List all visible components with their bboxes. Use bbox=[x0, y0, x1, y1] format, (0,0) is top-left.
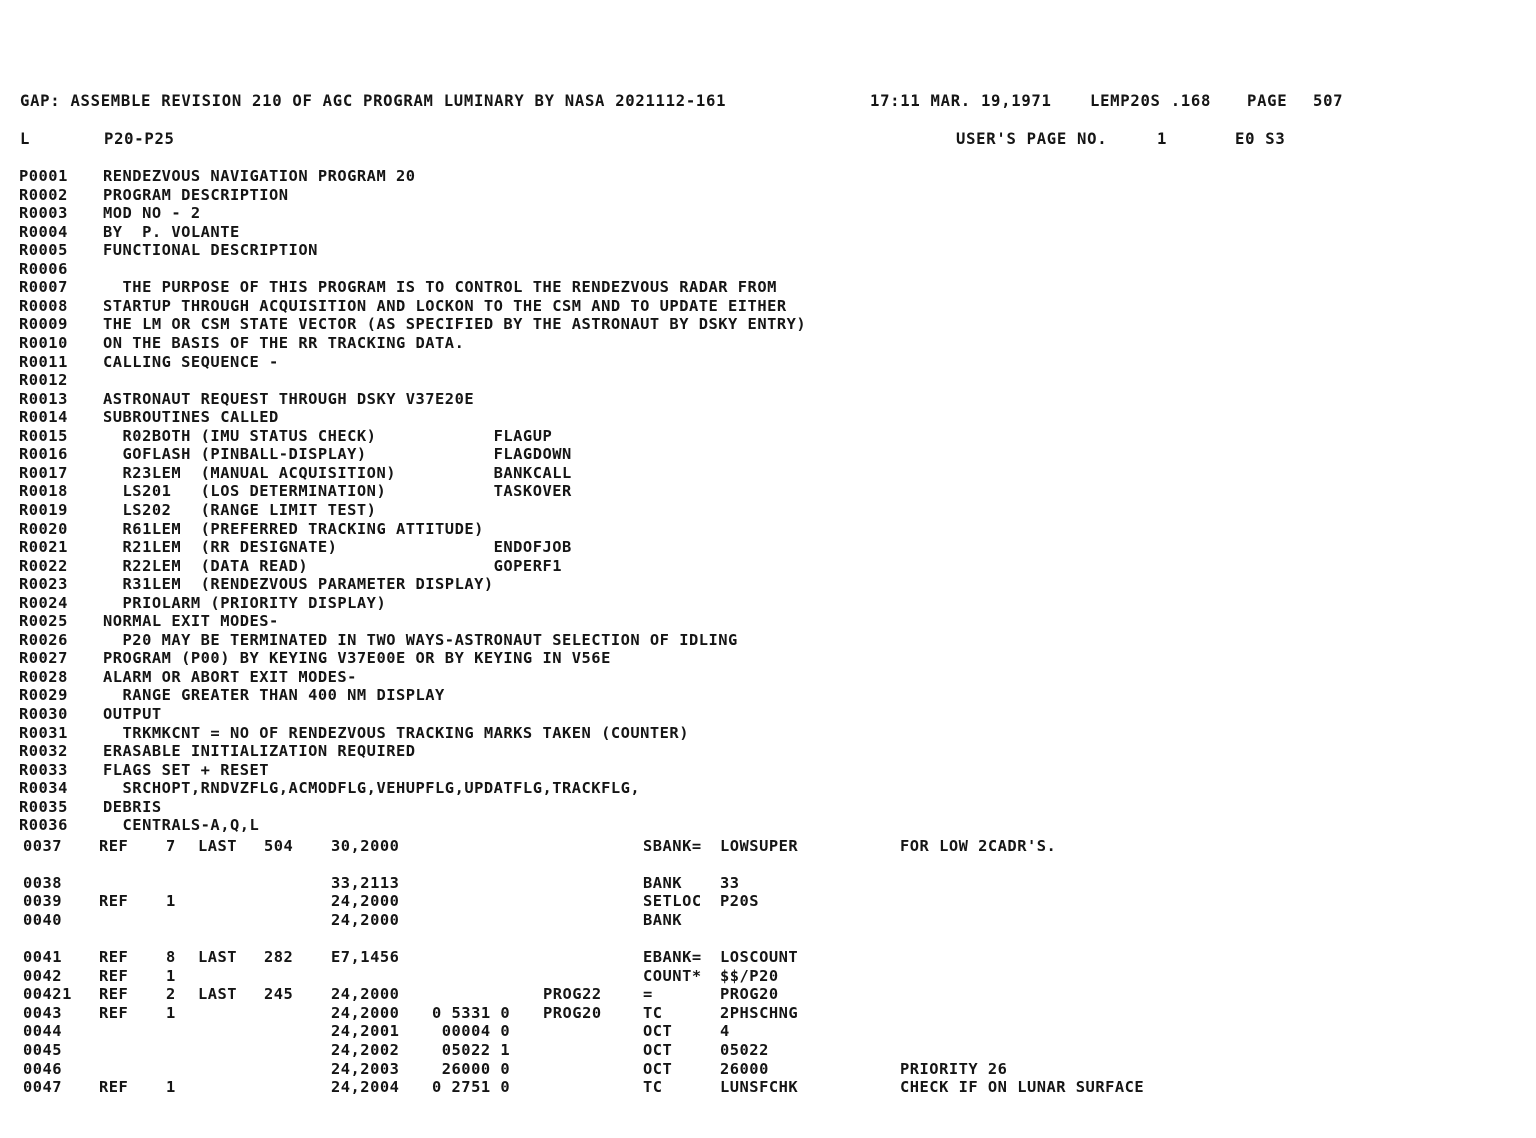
comment-text: PROGRAM (P00) BY KEYING V37E00E OR BY KEYING IN V56E bbox=[103, 649, 611, 668]
address: 24,2002 bbox=[331, 1041, 400, 1059]
last-keyword: LAST bbox=[198, 948, 238, 966]
address: 24,2001 bbox=[331, 1022, 400, 1040]
comment-text: R02BOTH (IMU STATUS CHECK) FLAGUP bbox=[103, 426, 553, 445]
address: 33,2113 bbox=[331, 874, 400, 892]
opcode: SBANK= bbox=[643, 837, 702, 855]
line-number: 0037 bbox=[23, 837, 63, 855]
octal-word: 00004 0 bbox=[432, 1022, 511, 1040]
ref-count: 1 bbox=[166, 892, 176, 910]
line-number: R0035 bbox=[19, 797, 68, 816]
line-number: R0004 bbox=[19, 222, 68, 241]
comment-text: PROGRAM DESCRIPTION bbox=[103, 185, 289, 204]
operand: 05022 bbox=[720, 1041, 769, 1059]
line-number: R0027 bbox=[19, 649, 68, 668]
ref-keyword: REF bbox=[99, 892, 129, 910]
line-number: R0029 bbox=[19, 686, 68, 705]
comment-text: THE PURPOSE OF THIS PROGRAM IS TO CONTROL THE RENDEZVOUS RADAR FROM bbox=[103, 278, 777, 297]
line-number: R0015 bbox=[19, 426, 68, 445]
last-page: 504 bbox=[264, 837, 294, 855]
line-number: 0038 bbox=[23, 874, 63, 892]
header-timestamp: 17:11 MAR. 19,1971 bbox=[870, 92, 1052, 110]
line-number: R0012 bbox=[19, 371, 68, 390]
comment-text: RANGE GREATER THAN 400 NM DISPLAY bbox=[103, 686, 445, 705]
subheader-code: E0 S3 bbox=[1235, 130, 1286, 148]
section-title: P20-P25 bbox=[104, 130, 175, 148]
line-number: R0034 bbox=[19, 779, 68, 798]
address: 24,2000 bbox=[331, 1004, 400, 1022]
octal-word: 05022 1 bbox=[432, 1041, 511, 1059]
line-number: R0028 bbox=[19, 667, 68, 686]
comment-text: THE LM OR CSM STATE VECTOR (AS SPECIFIED BY THE ASTRONAUT BY DSKY ENTRY) bbox=[103, 315, 807, 334]
line-number: R0031 bbox=[19, 723, 68, 742]
line-number: R0006 bbox=[19, 259, 68, 278]
address: 24,2000 bbox=[331, 985, 400, 1003]
line-number: R0018 bbox=[19, 482, 68, 501]
comment-text: R21LEM (RR DESIGNATE) ENDOFJOB bbox=[103, 538, 572, 556]
opcode: BANK bbox=[643, 911, 683, 929]
line-number: R0008 bbox=[19, 296, 68, 315]
code-comment: FOR LOW 2CADR'S. bbox=[900, 837, 1057, 855]
operand: PROG20 bbox=[720, 985, 779, 1003]
user-page-label: USER'S PAGE NO. bbox=[956, 130, 1108, 148]
ref-keyword: REF bbox=[99, 1004, 129, 1022]
ref-keyword: REF bbox=[99, 948, 129, 966]
comment-text: SUBROUTINES CALLED bbox=[103, 408, 279, 427]
opcode: TC bbox=[643, 1078, 663, 1096]
line-number: R0033 bbox=[19, 760, 68, 779]
address: 24,2004 bbox=[331, 1078, 400, 1096]
comment-text: P20 MAY BE TERMINATED IN TWO WAYS-ASTRONAUT SELECTION OF IDLING bbox=[103, 630, 738, 649]
ref-count: 1 bbox=[166, 1004, 176, 1022]
operand: P20S bbox=[720, 892, 760, 910]
comment-text: FUNCTIONAL DESCRIPTION bbox=[103, 241, 318, 260]
subheader-marker: L bbox=[20, 130, 31, 148]
comment-text: OUTPUT bbox=[103, 705, 162, 723]
line-number: R0003 bbox=[19, 204, 68, 223]
comment-text: R22LEM (DATA READ) GOPERF1 bbox=[103, 556, 562, 575]
opcode: OCT bbox=[643, 1022, 673, 1040]
comment-text: CENTRALS-A,Q,L bbox=[103, 816, 260, 835]
header-revision: LEMP20S .168 bbox=[1090, 92, 1212, 110]
line-number: R0011 bbox=[19, 352, 68, 371]
line-number: 0041 bbox=[23, 948, 63, 966]
comment-text: ON THE BASIS OF THE RR TRACKING DATA. bbox=[103, 334, 465, 352]
line-number: R0036 bbox=[19, 816, 68, 835]
opcode: OCT bbox=[643, 1041, 673, 1059]
opcode: SETLOC bbox=[643, 892, 702, 910]
comment-text: GOFLASH (PINBALL-DISPLAY) FLAGDOWN bbox=[103, 445, 572, 464]
header-title: GAP: ASSEMBLE REVISION 210 OF AGC PROGRAM LUMINARY BY NASA 2021112-161 bbox=[20, 92, 727, 110]
operand: LOWSUPER bbox=[720, 837, 799, 855]
comment-text: ALARM OR ABORT EXIT MODES- bbox=[103, 667, 357, 686]
symbol-label: PROG22 bbox=[543, 985, 602, 1003]
ref-count: 1 bbox=[166, 967, 176, 985]
comment-text: ASTRONAUT REQUEST THROUGH DSKY V37E20E bbox=[103, 389, 475, 408]
line-number: R0014 bbox=[19, 408, 68, 427]
line-number: 0046 bbox=[23, 1060, 63, 1078]
opcode: OCT bbox=[643, 1060, 673, 1078]
ref-count: 7 bbox=[166, 837, 176, 855]
opcode: TC bbox=[643, 1004, 663, 1022]
comment-text: MOD NO - 2 bbox=[103, 204, 201, 223]
ref-keyword: REF bbox=[99, 837, 129, 855]
octal-word: 0 5331 0 bbox=[432, 1004, 511, 1022]
operand: 26000 bbox=[720, 1060, 769, 1078]
opcode: COUNT* bbox=[643, 967, 702, 985]
address: 24,2000 bbox=[331, 892, 400, 910]
line-number: R0025 bbox=[19, 612, 68, 631]
line-number: R0020 bbox=[19, 519, 68, 538]
opcode: = bbox=[643, 985, 653, 1003]
operand: 33 bbox=[720, 874, 740, 892]
address: 24,2000 bbox=[331, 911, 400, 929]
line-number: P0001 bbox=[19, 167, 68, 185]
last-keyword: LAST bbox=[198, 985, 238, 1003]
line-number: R0026 bbox=[19, 630, 68, 649]
line-number: R0024 bbox=[19, 593, 68, 612]
opcode: EBANK= bbox=[643, 948, 702, 966]
operand: $$/P20 bbox=[720, 967, 779, 985]
line-number: R0017 bbox=[19, 463, 68, 482]
comment-text: R23LEM (MANUAL ACQUISITION) BANKCALL bbox=[103, 463, 572, 482]
line-number: 0045 bbox=[23, 1041, 63, 1059]
line-number: R0016 bbox=[19, 445, 68, 464]
operand: 2PHSCHNG bbox=[720, 1004, 799, 1022]
address: 24,2003 bbox=[331, 1060, 400, 1078]
line-number: R0009 bbox=[19, 315, 68, 334]
line-number: R0007 bbox=[19, 278, 68, 297]
comment-text: LS202 (RANGE LIMIT TEST) bbox=[103, 500, 377, 519]
line-number: 0044 bbox=[23, 1022, 63, 1040]
comment-text: R61LEM (PREFERRED TRACKING ATTITUDE) bbox=[103, 519, 484, 538]
header-page-number: 507 bbox=[1313, 92, 1344, 110]
line-number: R0021 bbox=[19, 538, 68, 556]
last-keyword: LAST bbox=[198, 837, 238, 855]
subheader-line bbox=[0, 130, 1286, 148]
line-number: 0043 bbox=[23, 1004, 63, 1022]
last-page: 282 bbox=[264, 948, 294, 966]
operand: 4 bbox=[720, 1022, 730, 1040]
line-number: 0042 bbox=[23, 967, 63, 985]
line-number: R0019 bbox=[19, 500, 68, 519]
comment-text: CALLING SEQUENCE - bbox=[103, 352, 279, 371]
operand: LUNSFCHK bbox=[720, 1078, 799, 1096]
symbol-label: PROG20 bbox=[543, 1004, 602, 1022]
line-number: R0032 bbox=[19, 742, 68, 761]
line-number: R0022 bbox=[19, 556, 68, 575]
line-number: R0005 bbox=[19, 241, 68, 260]
line-number: 0047 bbox=[23, 1078, 63, 1096]
line-number: 0040 bbox=[23, 911, 63, 929]
ref-count: 1 bbox=[166, 1078, 176, 1096]
ref-keyword: REF bbox=[99, 985, 129, 1003]
comment-text: ERASABLE INITIALIZATION REQUIRED bbox=[103, 742, 416, 761]
octal-word: 26000 0 bbox=[432, 1060, 511, 1078]
comment-text: SRCHOPT,RNDVZFLG,ACMODFLG,VEHUPFLG,UPDATFLG,TRACKFLG, bbox=[103, 779, 641, 798]
comment-text: PRIOLARM (PRIORITY DISPLAY) bbox=[103, 593, 387, 612]
comment-text: NORMAL EXIT MODES- bbox=[103, 612, 279, 631]
code-comment: PRIORITY 26 bbox=[900, 1060, 1008, 1078]
comment-text: TRKMKCNT = NO OF RENDEZVOUS TRACKING MARKS TAKEN (COUNTER) bbox=[103, 723, 689, 742]
comment-text: RENDEZVOUS NAVIGATION PROGRAM 20 bbox=[103, 167, 416, 185]
header-page-label: PAGE bbox=[1247, 92, 1288, 110]
ref-keyword: REF bbox=[99, 967, 129, 985]
line-number: 00421 bbox=[23, 985, 72, 1003]
header-line bbox=[0, 92, 1344, 110]
user-page-number: 1 bbox=[1157, 130, 1168, 148]
line-number: R0002 bbox=[19, 185, 68, 204]
ref-count: 8 bbox=[166, 948, 176, 966]
line-number: 0039 bbox=[23, 892, 63, 910]
comment-text: STARTUP THROUGH ACQUISITION AND LOCKON TO THE CSM AND TO UPDATE EITHER bbox=[103, 296, 787, 315]
code-comment: CHECK IF ON LUNAR SURFACE bbox=[900, 1078, 1145, 1096]
comment-text: R31LEM (RENDEZVOUS PARAMETER DISPLAY) bbox=[103, 575, 494, 594]
line-number: R0030 bbox=[19, 705, 68, 723]
comment-text: LS201 (LOS DETERMINATION) TASKOVER bbox=[103, 482, 572, 501]
line-number: R0023 bbox=[19, 575, 68, 594]
ref-count: 2 bbox=[166, 985, 176, 1003]
address: 30,2000 bbox=[331, 837, 400, 855]
ref-keyword: REF bbox=[99, 1078, 129, 1096]
operand: LOSCOUNT bbox=[720, 948, 799, 966]
comment-text: BY P. VOLANTE bbox=[103, 222, 240, 241]
last-page: 245 bbox=[264, 985, 294, 1003]
comment-text: FLAGS SET + RESET bbox=[103, 760, 270, 779]
octal-word: 0 2751 0 bbox=[432, 1078, 511, 1096]
comment-text: DEBRIS bbox=[103, 797, 162, 816]
opcode: BANK bbox=[643, 874, 683, 892]
line-number: R0010 bbox=[19, 334, 68, 352]
address: E7,1456 bbox=[331, 948, 400, 966]
line-number: R0013 bbox=[19, 389, 68, 408]
